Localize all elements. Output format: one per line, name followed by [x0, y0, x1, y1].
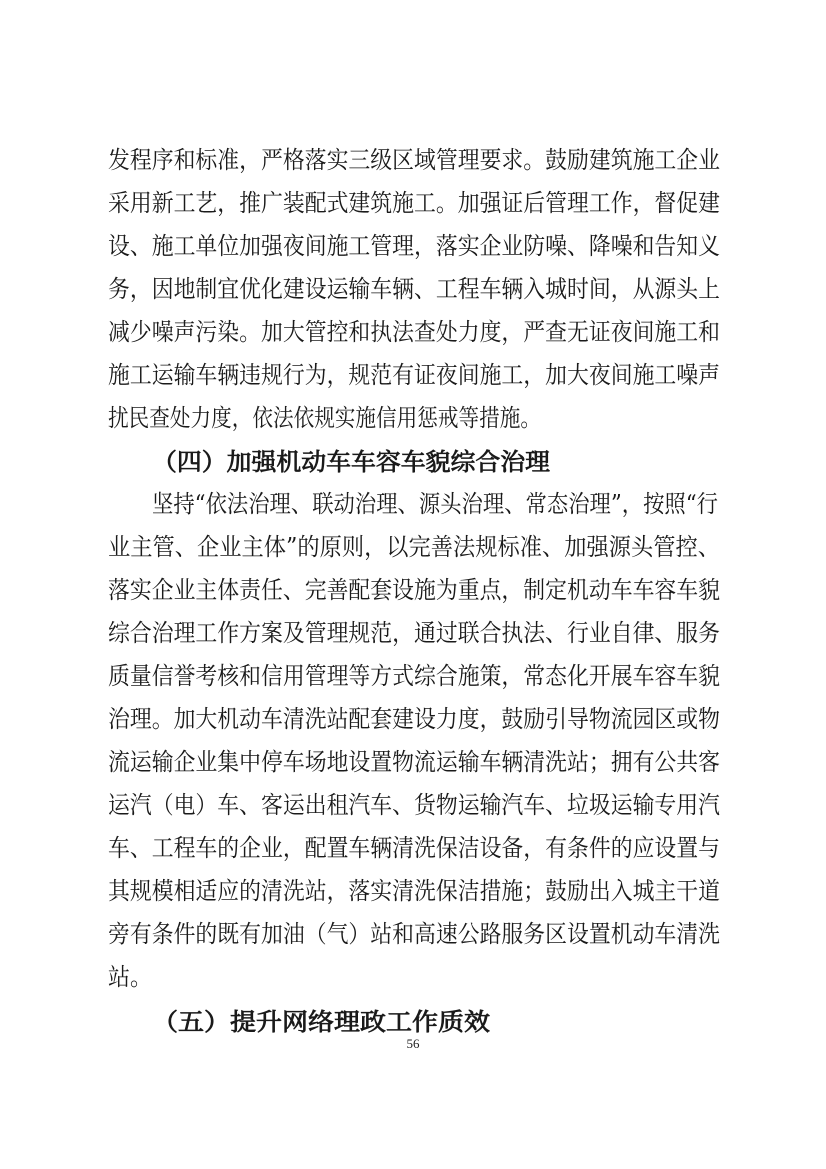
- text-line-content: 综合治理工作方案及管理规范，通过联合执法、行业自律、服务: [108, 619, 720, 647]
- text-line-content: 车、工程车的企业，配置车辆清洗保洁设备，有条件的应设置与: [108, 834, 720, 862]
- section-five-heading-text: （五）提升网络理政工作质效: [152, 1007, 490, 1036]
- section-four-heading-text: （四）加强机动车车容车貌综合治理: [152, 447, 550, 476]
- text-line-content: 落实企业主体责任、完善配套设施为重点，制定机动车车容车貌: [108, 576, 720, 604]
- text-line-content: 扰民查处力度，依法依规实施信用惩戒等措施。: [108, 404, 541, 432]
- text-line-content: 流运输企业集中停车场地设置物流运输车辆清洗站；拥有公共客: [108, 748, 720, 776]
- text-line-content: 务，因地制宜优化建设运输车辆、工程车辆入城时间，从源头上: [108, 275, 720, 303]
- text-line-content: 坚持“依法治理、联动治理、源头治理、常态治理”，按照“行: [152, 490, 718, 518]
- text-line-content: 站。: [108, 963, 152, 991]
- text-line-content: 发程序和标准，严格落实三级区域管理要求。鼓励建筑施工企业: [108, 146, 720, 174]
- text-line-content: 运汽（电）车、客运出租汽车、货物运输汽车、垃圾运输专用汽: [108, 791, 720, 819]
- text-line-content: 减少噪声污染。加大管控和执法查处力度，严查无证夜间施工和: [108, 318, 720, 346]
- text-line-content: 业主管、企业主体”的原则，以完善法规标准、加强源头管控、: [108, 533, 720, 561]
- text-line-content: 采用新工艺，推广装配式建筑施工。加强证后管理工作，督促建: [108, 189, 720, 217]
- text-line-content: 旁有条件的既有加油（气）站和高速公路服务区设置机动车清洗: [108, 920, 720, 948]
- text-line-content: 其规模相适应的清洗站，落实清洗保洁措施；鼓励出入城主干道: [108, 877, 720, 905]
- text-line-content: 施工运输车辆违规行为，规范有证夜间施工，加大夜间施工噪声: [108, 361, 720, 389]
- page-number: 56: [406, 1036, 420, 1051]
- text-line-content: 设、施工单位加强夜间施工管理，落实企业防噪、降噪和告知义: [108, 232, 720, 260]
- text-line-content: 治理。加大机动车清洗站配套建设力度，鼓励引导物流园区或物: [108, 705, 720, 733]
- text-line-content: 质量信誉考核和信用管理等方式综合施策，常态化开展车容车貌: [108, 662, 720, 690]
